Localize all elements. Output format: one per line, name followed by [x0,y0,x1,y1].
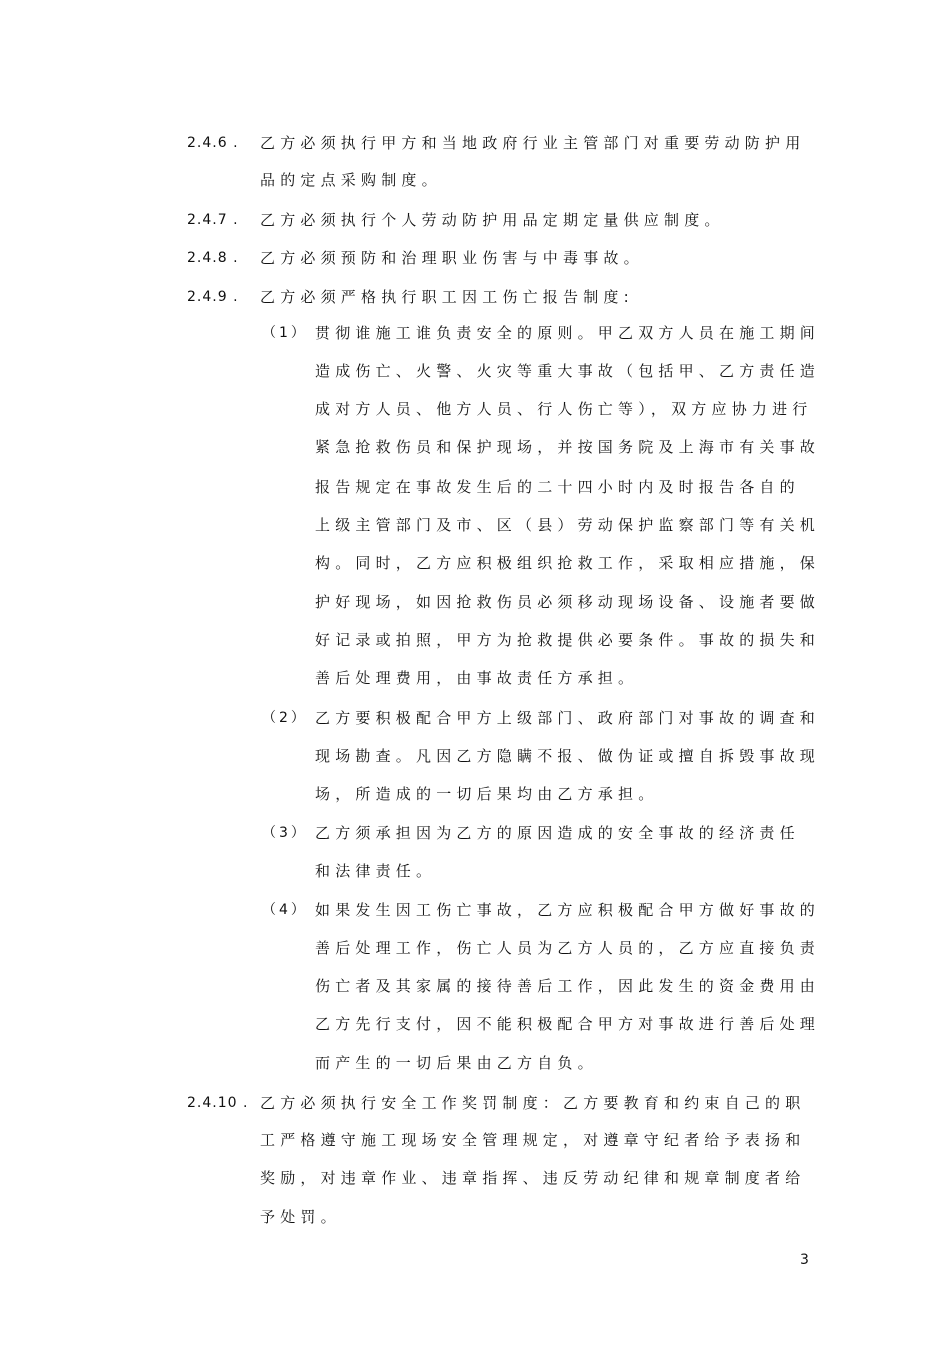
clause-number: 2.4.7 . [187,212,239,228]
clause-text-line: 品的定点采购制度。 [260,171,442,189]
clause-number: 2.4.8 . [187,250,239,266]
clause-text-line: 乙方必须执行个人劳动防护用品定期定量供应制度。 [260,211,725,229]
clause-text-line: 予处罚。 [260,1208,341,1226]
subitem-label: （4） [262,902,308,918]
subitem-text-line: 报告规定在事故发生后的二十四小时内及时报告各自的 [315,478,800,496]
subitem-text-line: 好记录或拍照，甲方为抢救提供必要条件。事故的损失和 [315,631,821,649]
subitem-text-line: 构。同时，乙方应积极组织抢救工作，采取相应措施，保 [315,554,821,572]
subitem-text-line: 伤亡者及其家属的接待善后工作，因此发生的资金费用由 [315,977,821,995]
subitem-text-line: 场，所造成的一切后果均由乙方承担。 [315,785,659,803]
subitem-text-line: 和法律责任。 [315,862,437,880]
subitem-text-line: 造成伤亡、火警、火灾等重大事故（包括甲、乙方责任造 [315,362,821,380]
clause-text-line: 乙方必须预防和治理职业伤害与中毒事故。 [260,249,644,267]
subitem-text-line: 乙方先行支付，因不能积极配合甲方对事故进行善后处理 [315,1015,821,1033]
subitem-text-line: 贯彻谁施工谁负责安全的原则。甲乙双方人员在施工期间 [315,324,821,342]
subitem-text-line: 护好现场，如因抢救伤员必须移动现场设备、设施者要做 [315,593,821,611]
clause-number: 2.4.6 . [187,135,239,151]
clause-text-line: 乙方必须严格执行职工因工伤亡报告制度: [260,288,634,306]
clause-text-line: 乙方必须执行安全工作奖罚制度：乙方要教育和约束自己的职 [260,1094,806,1112]
subitem-text-line: 善后处理费用，由事故责任方承担。 [315,669,639,687]
clause-number: 2.4.10 . [187,1095,249,1111]
subitem-text-line: 成对方人员、他方人员、行人伤亡等），双方应协力进行 [315,400,813,418]
subitem-label: （3） [262,825,308,841]
subitem-text-line: 乙方须承担因为乙方的原因造成的安全事故的经济责任 [315,824,800,842]
subitem-text-line: 如果发生因工伤亡事故，乙方应积极配合甲方做好事故的 [315,901,821,919]
clause-text-line: 工严格遵守施工现场安全管理规定，对遵章守纪者给予表扬和 [260,1131,806,1149]
clause-text-line: 奖励，对违章作业、违章指挥、违反劳动纪律和规章制度者给 [260,1169,806,1187]
subitem-label: （1） [262,325,308,341]
subitem-label: （2） [262,710,308,726]
subitem-text-line: 紧急抢救伤员和保护现场，并按国务院及上海市有关事故 [315,438,821,456]
clause-text-line: 乙方必须执行甲方和当地政府行业主管部门对重要劳动防护用 [260,134,806,152]
page-number: 3 [800,1252,809,1268]
subitem-text-line: 乙方要积极配合甲方上级部门、政府部门对事故的调查和 [315,709,821,727]
subitem-text-line: 善后处理工作，伤亡人员为乙方人员的，乙方应直接负责 [315,939,821,957]
subitem-text-line: 而产生的一切后果由乙方自负。 [315,1054,598,1072]
subitem-text-line: 现场勘查。凡因乙方隐瞒不报、做伪证或擅自拆毁事故现 [315,747,821,765]
subitem-text-line: 上级主管部门及市、区（县）劳动保护监察部门等有关机 [315,516,821,534]
clause-number: 2.4.9 . [187,289,239,305]
